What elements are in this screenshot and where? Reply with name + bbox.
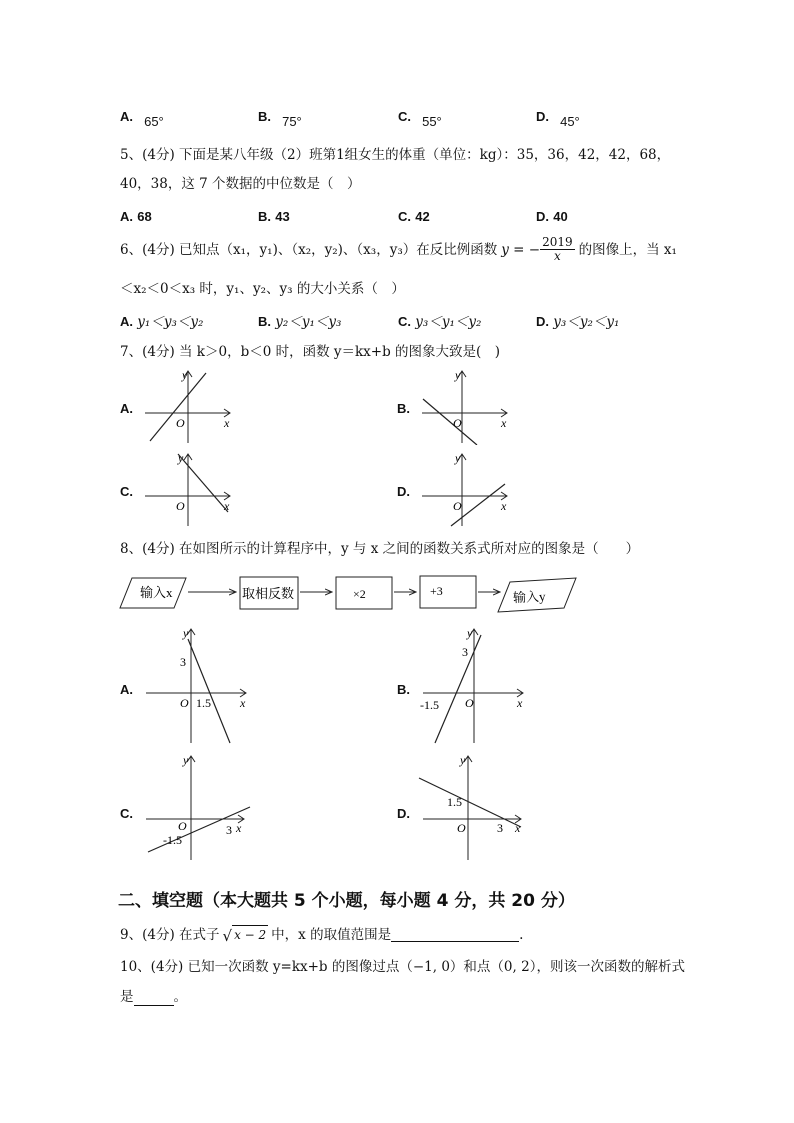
q8-option-c-label: C. xyxy=(120,806,133,821)
q7-c-y-label: y xyxy=(178,451,184,465)
q5-option-d: D. 40 xyxy=(536,209,568,224)
q8-option-a-label: A. xyxy=(120,682,133,697)
q7-b-y-label: y xyxy=(455,368,461,382)
q4-option-a: A. $_{65^\circ}$ xyxy=(120,109,164,129)
q8-c-x-label: x xyxy=(236,821,242,835)
q8-a-origin: O xyxy=(180,696,189,710)
q7-graph-a xyxy=(140,365,240,445)
q10-line-2: 是 。 xyxy=(120,989,187,1005)
q8-b-y-intercept: 3 xyxy=(462,645,468,659)
flow-step-3-label: +3 xyxy=(430,584,443,598)
q8-d-line xyxy=(419,778,521,827)
q4-option-c: C. $_{55^\circ}$ xyxy=(398,109,442,129)
q7-c-x-label: x xyxy=(224,499,230,513)
q6-fraction: $\frac{2019}{x}$ xyxy=(542,235,573,263)
q8-a-x-intercept: 1.5 xyxy=(196,696,211,710)
q5-line-1: 5、(4分) 下面是某八年级（2）班第1组女生的体重（单位：kg）：35，36，42，42，68， xyxy=(120,147,671,163)
q4-option-b: B. $_{75^\circ}$ xyxy=(258,109,302,129)
q8-a-x-label: x xyxy=(240,696,246,710)
q8-flowchart xyxy=(118,572,583,616)
q7-a-origin: O xyxy=(176,416,185,430)
flow-output-label: 输入y xyxy=(512,588,546,606)
q7-d-origin: O xyxy=(453,499,462,513)
q7-a-y-label: y xyxy=(182,368,188,382)
q8-b-origin: O xyxy=(465,696,474,710)
q7-option-d-label: D. xyxy=(397,484,410,499)
sqrt-icon: √ xyxy=(222,927,233,945)
q6-line-2: ＜x₂＜0＜x₃ 时，y₁、y₂、y₃ 的大小关系（ ） xyxy=(120,281,405,297)
q8-b-x-label: x xyxy=(517,696,523,710)
q7-option-a-label: A. xyxy=(120,401,133,416)
q7-option-c-label: C. xyxy=(120,484,133,499)
q7-a-x-label: x xyxy=(224,416,230,430)
q5-option-c: C. 42 xyxy=(398,209,430,224)
q8-a-y-intercept: 3 xyxy=(180,655,186,669)
q7-graph-d xyxy=(417,448,517,528)
q8-d-x-label: x xyxy=(515,821,521,835)
q8-graph-b xyxy=(417,625,532,747)
q7-d-y-label: y xyxy=(455,451,461,465)
q10-answer-blank[interactable] xyxy=(134,991,174,1006)
q7-option-b-label: B. xyxy=(397,401,410,416)
q9-sqrt: √ x − 2 xyxy=(222,927,267,945)
q8-d-y-label: y xyxy=(460,753,466,767)
q8-c-y-intercept: -1.5 xyxy=(163,833,182,847)
q8-option-b-label: B. xyxy=(397,682,410,697)
q6-option-c: C. y₃＜y₁＜y₂ xyxy=(398,314,482,330)
flow-step-3-box xyxy=(420,576,476,608)
q6-option-a: A. y₁＜y₃＜y₂ xyxy=(120,314,204,330)
q8-c-origin: O xyxy=(178,819,187,833)
q9-line: 9、(4分) 在式子 √ x − 2 中，x 的取值范围是 . xyxy=(120,926,524,945)
q9-answer-blank[interactable] xyxy=(391,927,519,942)
flow-input-label: 输入x xyxy=(140,585,173,600)
q8-d-x-intercept: 3 xyxy=(497,821,503,835)
q5-option-a: A. 68 xyxy=(120,209,152,224)
q7-b-line xyxy=(423,399,477,445)
q7-stem: 7、(4分) 当 k＞0，b＜0 时，函数 y＝kx+b 的图象大致是( ) xyxy=(120,344,501,360)
q7-graph-c xyxy=(140,448,240,528)
q8-a-line xyxy=(188,639,230,743)
q8-d-y-intercept: 1.5 xyxy=(447,795,462,809)
q8-graph-c xyxy=(140,752,255,864)
q6-line-1: 6、(4分) 已知点（x₁，y₁)、（x₂，y₂)、（x₃，y₃）在反比例函数 y = − $\frac{2019}{x}$ 的图像上，当 x₁ xyxy=(120,235,677,263)
q7-a-line xyxy=(150,373,206,441)
q8-b-y-label: y xyxy=(467,626,473,640)
q6-option-b: B. y₂＜y₁＜y₃ xyxy=(258,314,342,330)
q8-stem: 8、(4分) 在如图所示的计算程序中，y 与 x 之间的函数关系式所对应的图象是（ ） xyxy=(120,541,640,557)
q5-option-b: B. 43 xyxy=(258,209,290,224)
flow-step-1-label: 取相反数 xyxy=(242,586,295,601)
q7-c-line xyxy=(178,454,228,512)
q8-c-y-label: y xyxy=(183,753,189,767)
q7-d-x-label: x xyxy=(501,499,507,513)
q4-option-d: D. $_{45^\circ}$ xyxy=(536,109,580,129)
q8-c-x-intercept: 3 xyxy=(226,823,232,837)
q8-graph-a xyxy=(140,625,255,747)
q6-option-d: D. y₃＜y₂＜y₁ xyxy=(536,314,620,330)
section-2-heading: 二、填空题（本大题共 5 个小题，每小题 4 分，共 20 分） xyxy=(118,891,575,911)
q8-d-origin: O xyxy=(457,821,466,835)
q5-line-2: 40，38，这 7 个数据的中位数是（ ） xyxy=(120,176,361,192)
q8-graph-d xyxy=(417,752,532,864)
q10-line-1: 10、(4分) 已知一次函数 y=kx+b 的图像过点（−1, 0）和点（0, 2），则该一次函数的解析式 xyxy=(120,959,685,975)
q8-a-y-label: y xyxy=(183,626,189,640)
q7-b-origin: O xyxy=(453,416,462,430)
q8-option-d-label: D. xyxy=(397,806,410,821)
q7-b-x-label: x xyxy=(501,416,507,430)
q7-graph-b xyxy=(417,365,517,445)
flow-step-2-label: ×2 xyxy=(353,587,366,601)
q8-b-x-intercept: -1.5 xyxy=(420,698,439,712)
q7-c-origin: O xyxy=(176,499,185,513)
